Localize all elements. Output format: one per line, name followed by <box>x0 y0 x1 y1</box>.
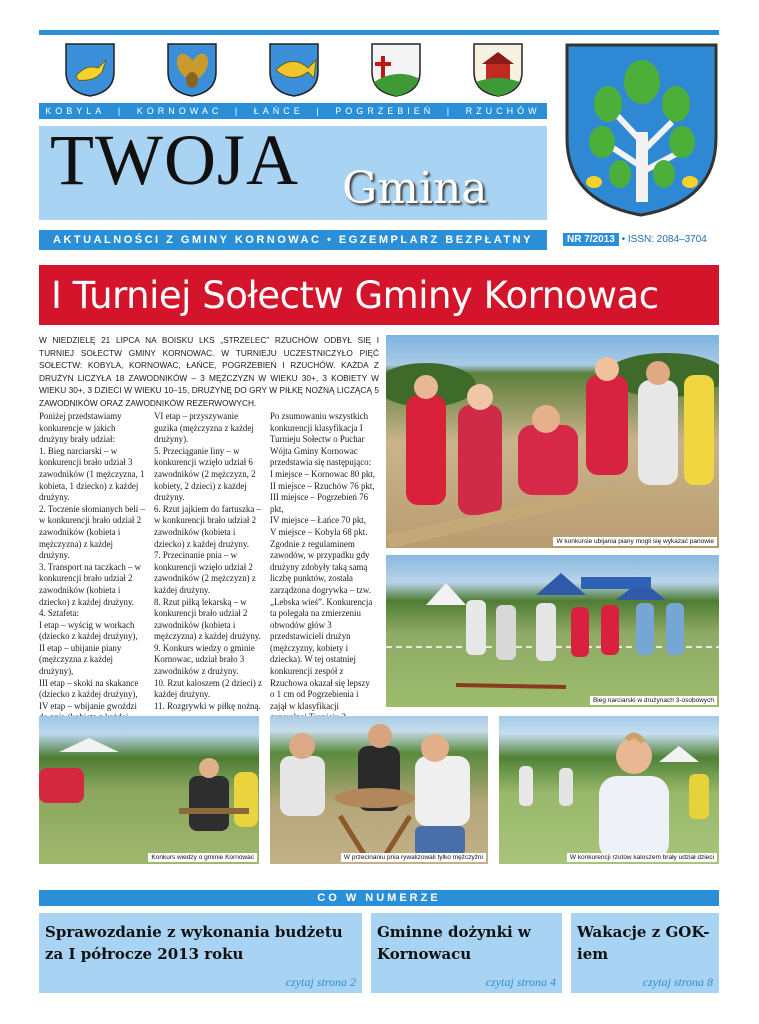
photo-illustration <box>386 555 719 707</box>
photo-illustration <box>499 716 719 864</box>
article-lead: W NIEDZIELĘ 21 LIPCA NA BOISKU LKS „STRZELEC” RZUCHÓW ODBYŁ SIĘ I TURNIEJ SOŁECTW GMINY KORNOWAC. W TURNIEJU UCZESTNICZYŁO PIĘĆ SOŁECTW: KOBYLA, KORNOWAC, ŁAŃCE, POGRZEBIEŃ I RZUCHÓW. KAŻDA Z DRUŻYN LICZYŁA 18 ZAWODNIKÓW – 3 MĘŻCZYZN W WIEKU 30+, 3 KOBIETY W WIEKU 30+, 3 DZIECI W WIEKU 10–15, DRUŻYNĘ DO GRY W PIŁKĘ NOŻNĄ LICZĄCĄ 5 ZAWODNIKÓW ORAZ ZAWODNIKÓW REZERWOWYCH. <box>39 335 379 408</box>
photo-caption: Bieg narciarski w drużynach 3-osobowych <box>590 696 717 705</box>
paragraph: 2. Toczenie słomianych beli – w konkurencji brało udział 2 zawodników (kobieta i mężczyzna) z każdej drużyny. <box>39 503 145 561</box>
photo-knowledge-contest <box>39 716 259 864</box>
fish-crest-icon <box>268 42 320 98</box>
separator: | <box>117 106 125 116</box>
cross-crest-icon <box>370 42 422 98</box>
result-line: IV miejsce – Łańce 70 pkt, <box>270 515 366 526</box>
paragraph: 9. Konkurs wiedzy o gminie Kornowac, udział brało 3 zawodników z drużyny. <box>154 642 255 677</box>
tagline: AKTUALNOŚCI Z GMINY KORNOWAC • EGZEMPLARZ BEZPŁATNY <box>39 230 547 250</box>
photo-caption: W konkurencji rzutów kaloszem brały udział dzieci <box>567 853 717 862</box>
result-line: I miejsce – Kornowac 80 pkt, <box>270 468 375 479</box>
village-name: KOBYLA <box>45 106 106 116</box>
issue-info <box>563 234 707 245</box>
paragraph: 3. Transport na taczkach – w konkurencji brało udział 2 zawodników (kobieta i dziecko) z każdej drużyny. <box>39 561 142 607</box>
house-crest-icon <box>472 42 524 98</box>
leaves-crest-icon <box>166 42 218 98</box>
result-line: V miejsce – Kobyla 68 pkt. <box>270 526 368 537</box>
separator: | <box>446 106 454 116</box>
paragraph: 10. Rzut kaloszem (2 dzieci) z każdej drużyny. <box>154 677 262 700</box>
paragraph: 4. Sztafeta: <box>39 608 79 619</box>
article-headline: I Turniej Sołectw Gminy Kornowac <box>39 265 719 325</box>
bird-crest-icon <box>64 42 116 98</box>
contents-heading: CO W NUMERZE <box>39 890 719 906</box>
separator: | <box>234 106 242 116</box>
paragraph: III etap – skoki na skakance (dziecko z każdej drużyny), <box>39 677 139 700</box>
article-column-3 <box>270 411 375 747</box>
oak-tree-crest-icon <box>564 42 719 218</box>
masthead-title: TWOJA <box>50 120 299 200</box>
paragraph: 8. Rzut piłką lekarską – w konkurencji brało udział 2 zawodników (kobieta i mężczyzna) z każdej drużyny. <box>154 596 261 642</box>
photo-foam-whipping <box>386 335 719 548</box>
contents-item-page[interactable]: czytaj strona 4 <box>485 975 556 989</box>
photo-caption: W konkursie ubijania piany mogli się wykazać panowie <box>553 537 717 546</box>
paragraph: VI etap – przyszywanie guzika (mężczyzna z każdej drużyny). <box>154 411 254 445</box>
paragraph: Poniżej przedstawiamy konkurencje w jakich drużyny brały udział: <box>39 411 122 445</box>
masthead-subtitle: Gmina <box>342 163 488 214</box>
contents-item-title: Gminne dożynki w Kornowacu <box>377 923 531 963</box>
article-column-1 <box>39 411 145 759</box>
result-line: III miejsce – Pogrzebień 76 pkt, <box>270 492 369 514</box>
contents-item-title: Wakacje z GOK-iem <box>577 923 710 963</box>
villages-bar <box>39 103 547 119</box>
issn: • ISSN: 2084–3704 <box>618 234 707 245</box>
paragraph: Zgodnie z regulaminem zawodów, w przypadku gdy drużyny zdobyły taką samą liczbę punktów, została zarządzona dogrywka – tzw. „Lebska wieś”. Konkurencja ta polegała na zmierzeniu obwodów głów 3 przedstawicieli drużyn (mężczyzny, kobiety i dziecka). W tej ostatniej konkurencji zespół z Rzuchowa okazał się lepszy o 1 cm od Pogrzebienia i zajął w klasyfikacji <box>270 538 373 711</box>
contents-item-page[interactable]: czytaj strona 8 <box>642 975 713 989</box>
contents-item-page[interactable]: czytaj strona 2 <box>285 975 356 989</box>
contents-item[interactable] <box>371 913 562 993</box>
top-rule <box>39 30 719 35</box>
paragraph: II etap – ubijanie piany (mężczyzna z każdej drużyny), <box>39 642 122 677</box>
paragraph: 11. Rozgrywki w piłkę nożną. <box>154 700 261 711</box>
paragraph: 5. Przeciąganie liny – w konkurencji wzięło udział 6 zawodników (2 mężczyzn, 2 kobiety, 2 dzieci) z każdej drużyny. <box>154 445 256 503</box>
paragraph: Po zsumowaniu wszystkich konkurencji klasyfikacja I Turnieju Sołectw o Puchar Wójta Gminy Kornowac przedstawia się następująco: <box>270 411 372 468</box>
photo-illustration <box>270 716 488 864</box>
contents-item[interactable] <box>571 913 719 993</box>
photo-illustration <box>386 335 719 548</box>
contents-item[interactable] <box>39 913 362 993</box>
photo-caption: Konkurs wiedzy o gminie Kornowac <box>148 853 257 862</box>
article-column-2 <box>154 411 262 712</box>
village-name: RZUCHÓW <box>465 106 541 116</box>
paragraph: I etap – wyścig w workach (dziecko z każdej drużyny), <box>39 619 138 642</box>
photo-illustration <box>39 716 259 864</box>
village-name: POGRZEBIEŃ <box>335 106 435 116</box>
photo-caption: W przecinaniu pnia rywalizowali tylko mężczyźni <box>341 853 486 862</box>
paragraph: IV etap – wbijanie gwoździ <box>39 700 137 711</box>
village-name: ŁAŃCE <box>253 106 304 116</box>
paragraph: 1. Bieg narciarski – w konkurencji brało udział 3 zawodników (1 mężczyzna, 1 kobieta, 1 dziecko) z każdej drużyny. <box>39 445 145 503</box>
separator: | <box>316 106 323 116</box>
paragraph: 6. Rzut jajkiem do fartuszka – w konkurencji brało udział 2 zawodników (kobieta i dziecko) z każdej drużyny. <box>154 503 261 549</box>
photo-log-cutting <box>270 716 488 864</box>
contents-item-title: Sprawozdanie z wykonania budżetu za I półrocze 2013 roku <box>45 923 343 963</box>
photo-ski-race <box>386 555 719 707</box>
result-line: II miejsce – Rzuchów 76 pkt, <box>270 480 375 491</box>
photo-boot-throwing <box>499 716 719 864</box>
paragraph: 7. Przecinanie pnia – w konkurencji wzięło udział 2 zawodników (2 mężczyzn) z każdej drużyny. <box>154 550 256 595</box>
issue-number: NR 7/2013 <box>563 233 619 246</box>
village-name: KORNOWAC <box>136 106 223 116</box>
